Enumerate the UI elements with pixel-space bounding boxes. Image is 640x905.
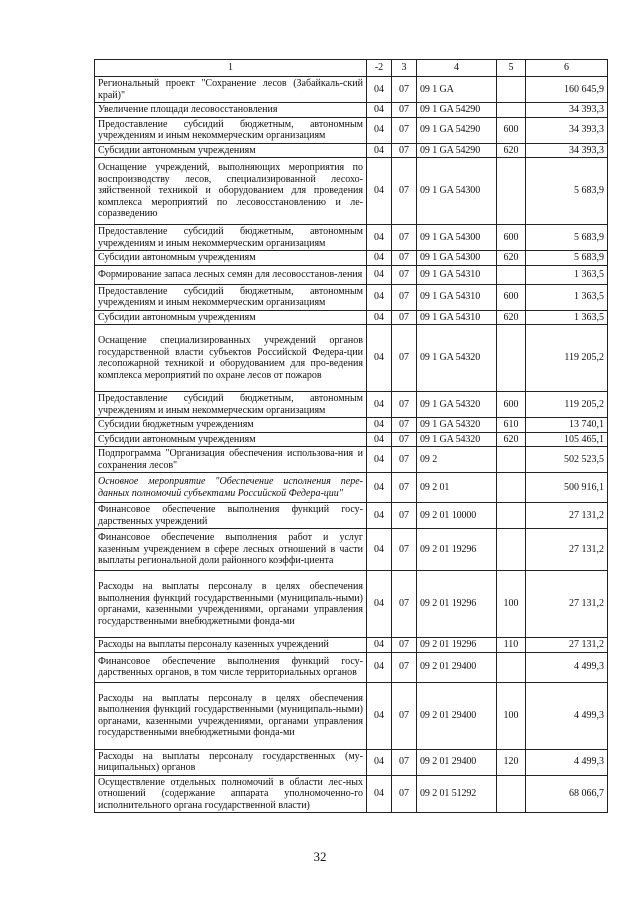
row-amount: 1 363,5: [526, 284, 608, 310]
row-amount: 4 499,3: [526, 749, 608, 775]
row-section: 04: [367, 143, 392, 158]
row-name: Увеличение площади лесовосстановления: [95, 103, 367, 118]
table-row: [95, 143, 608, 158]
page-number: 32: [313, 849, 327, 864]
row-name: Предоставление субсидий бюджетным, автономным учреждениям и иным некоммерческим организациям: [95, 225, 367, 251]
row-expense-type: [497, 325, 526, 392]
table-row: [95, 265, 608, 284]
row-name: Предоставление субсидий бюджетным, автономным учреждениям и иным некоммерческим организациям: [95, 117, 367, 143]
row-amount: 160 645,9: [526, 77, 608, 103]
table-row: [95, 652, 608, 682]
table-row: [95, 418, 608, 433]
row-subsection: 07: [392, 265, 417, 284]
row-subsection: 07: [392, 432, 417, 447]
row-subsection: 07: [392, 325, 417, 392]
row-name: Формирование запаса лесных семян для лесовосстанов-ления: [95, 265, 367, 284]
row-amount: 105 465,1: [526, 432, 608, 447]
row-name: Субсидии автономным учреждениям: [95, 432, 367, 447]
table-row: [95, 775, 608, 813]
row-name: Финансовое обеспечение выполнения работ и услуг казенным учреждением в сфере лесных отношений в части выплаты региональной доли районного коэффи-циента: [95, 529, 367, 571]
row-target-article: 09 2 01 19296: [417, 638, 497, 653]
row-section: 04: [367, 325, 392, 392]
row-expense-type: 600: [497, 284, 526, 310]
row-name: Расходы на выплаты персоналу государственных (му-ниципальных) органов: [95, 749, 367, 775]
row-subsection: 07: [392, 284, 417, 310]
table-row: [95, 325, 608, 392]
row-subsection: 07: [392, 503, 417, 529]
row-subsection: 07: [392, 158, 417, 225]
header-cell-4: 4: [417, 60, 497, 77]
row-subsection: 07: [392, 652, 417, 682]
row-name: Субсидии автономным учреждениям: [95, 251, 367, 266]
row-name: Расходы на выплаты персоналу в целях обеспечения выполнения функций государственными (муниципаль-ными) органами, казенными учреждениями, органами управления государственными внебюджетными фонда-ми: [95, 571, 367, 638]
row-expense-type: [497, 775, 526, 813]
row-section: 04: [367, 158, 392, 225]
row-section: 04: [367, 571, 392, 638]
row-expense-type: 600: [497, 225, 526, 251]
row-amount: 4 499,3: [526, 652, 608, 682]
row-section: 04: [367, 284, 392, 310]
row-name: Расходы на выплаты персоналу в целях обеспечения выполнения функций государственными (муниципаль-ными) органами, казенными учреждениями, органами управления государственными внебюджетными фонда-ми: [95, 682, 367, 749]
row-amount: 27 131,2: [526, 571, 608, 638]
header-cell-2: -2: [367, 60, 392, 77]
table-row: [95, 749, 608, 775]
row-target-article: 09 1 GA 54310: [417, 284, 497, 310]
row-section: 04: [367, 749, 392, 775]
row-expense-type: 620: [497, 143, 526, 158]
row-expense-type: 100: [497, 571, 526, 638]
row-name: Оснащение учреждений, выполняющих мероприятия по воспроизводству лесов, специализированной лесохо-зяйственной техникой и оборудованием для проведения комплекса мероприятий по лесовосстановлению и ле-соразведению: [95, 158, 367, 225]
row-target-article: 09 1 GA 54310: [417, 265, 497, 284]
row-amount: 5 683,9: [526, 251, 608, 266]
row-amount: 500 916,1: [526, 473, 608, 503]
row-target-article: 09 2 01: [417, 473, 497, 503]
row-name: Предоставление субсидий бюджетным, автономным учреждениям и иным некоммерческим организациям: [95, 284, 367, 310]
table-row: [95, 117, 608, 143]
row-name: Предоставление субсидий бюджетным, автономным учреждениям и иным некоммерческим организациям: [95, 392, 367, 418]
row-expense-type: 620: [497, 432, 526, 447]
budget-table: [94, 59, 608, 813]
row-amount: 27 131,2: [526, 529, 608, 571]
row-amount: 34 393,3: [526, 103, 608, 118]
row-subsection: 07: [392, 392, 417, 418]
row-section: 04: [367, 447, 392, 473]
row-section: 04: [367, 392, 392, 418]
table-row: [95, 682, 608, 749]
row-name: Финансовое обеспечение выполнения функций госу-дарственных органов, в том числе территориальных органов: [95, 652, 367, 682]
row-target-article: 09 2 01 29400: [417, 652, 497, 682]
row-name: Субсидии бюджетным учреждениям: [95, 418, 367, 433]
row-expense-type: 600: [497, 117, 526, 143]
header-cell-6: 6: [526, 60, 608, 77]
row-expense-type: [497, 652, 526, 682]
table-row: [95, 103, 608, 118]
row-subsection: 07: [392, 103, 417, 118]
row-target-article: 09 1 GA 54290: [417, 117, 497, 143]
row-expense-type: [497, 447, 526, 473]
row-expense-type: 110: [497, 638, 526, 653]
table-row: [95, 225, 608, 251]
row-subsection: 07: [392, 571, 417, 638]
row-subsection: 07: [392, 117, 417, 143]
row-name: Подпрограмма "Организация обеспечения использова-ния и сохранения лесов": [95, 447, 367, 473]
header-cell-3: 3: [392, 60, 417, 77]
row-target-article: 09 2 01 19296: [417, 571, 497, 638]
table-row: [95, 571, 608, 638]
row-amount: 502 523,5: [526, 447, 608, 473]
row-subsection: 07: [392, 310, 417, 325]
row-subsection: 07: [392, 143, 417, 158]
row-target-article: 09 1 GA 54300: [417, 158, 497, 225]
row-subsection: 07: [392, 638, 417, 653]
row-expense-type: [497, 265, 526, 284]
row-expense-type: 120: [497, 749, 526, 775]
row-target-article: 09 1 GA 54300: [417, 225, 497, 251]
row-name: Субсидии автономным учреждениям: [95, 143, 367, 158]
row-subsection: 07: [392, 418, 417, 433]
row-target-article: 09 2 01 19296: [417, 529, 497, 571]
row-amount: 68 066,7: [526, 775, 608, 813]
row-target-article: 09 1 GA 54320: [417, 432, 497, 447]
row-name: Субсидии автономным учреждениям: [95, 310, 367, 325]
row-target-article: 09 1 GA 54300: [417, 251, 497, 266]
row-subsection: 07: [392, 682, 417, 749]
table-row: [95, 392, 608, 418]
table-row: [95, 251, 608, 266]
table-row: [95, 638, 608, 653]
table-row: [95, 284, 608, 310]
row-section: 04: [367, 652, 392, 682]
row-amount: 27 131,2: [526, 638, 608, 653]
row-subsection: 07: [392, 749, 417, 775]
row-target-article: 09 2 01 10000: [417, 503, 497, 529]
row-subsection: 07: [392, 473, 417, 503]
row-target-article: 09 2 01 51292: [417, 775, 497, 813]
row-amount: 1 363,5: [526, 265, 608, 284]
row-expense-type: [497, 77, 526, 103]
budget-table-body: [95, 60, 608, 813]
row-name: Расходы на выплаты персоналу казенных учреждений: [95, 638, 367, 653]
row-section: 04: [367, 529, 392, 571]
row-subsection: 07: [392, 225, 417, 251]
row-section: 04: [367, 473, 392, 503]
row-expense-type: 610: [497, 418, 526, 433]
table-row: [95, 447, 608, 473]
table-row: [95, 529, 608, 571]
row-amount: 34 393,3: [526, 117, 608, 143]
row-target-article: 09 1 GA 54290: [417, 143, 497, 158]
row-expense-type: [497, 503, 526, 529]
row-expense-type: [497, 103, 526, 118]
row-section: 04: [367, 503, 392, 529]
row-target-article: 09 2: [417, 447, 497, 473]
table-header-row: [95, 60, 608, 77]
row-subsection: 07: [392, 251, 417, 266]
row-section: 04: [367, 418, 392, 433]
table-row: [95, 77, 608, 103]
row-subsection: 07: [392, 529, 417, 571]
row-amount: 27 131,2: [526, 503, 608, 529]
row-name: Оснащение специализированных учреждений органов государственной власти субъектов Российской Федера-ции лесопожарной техникой и оборудованием для про-ведения комплекса мероприятий по охране лесов от пожаров: [95, 325, 367, 392]
row-amount: 119 205,2: [526, 325, 608, 392]
row-target-article: 09 1 GA: [417, 77, 497, 103]
table-row: [95, 473, 608, 503]
row-name: Основное мероприятие "Обеспечение исполнения пере-данных полномочий субъектами Российской Федера-ции": [95, 473, 367, 503]
row-expense-type: [497, 529, 526, 571]
row-section: 04: [367, 251, 392, 266]
row-expense-type: 600: [497, 392, 526, 418]
row-section: 04: [367, 117, 392, 143]
row-target-article: 09 2 01 29400: [417, 682, 497, 749]
row-section: 04: [367, 77, 392, 103]
row-expense-type: [497, 158, 526, 225]
row-section: 04: [367, 432, 392, 447]
row-amount: 34 393,3: [526, 143, 608, 158]
table-row: [95, 158, 608, 225]
row-expense-type: 100: [497, 682, 526, 749]
table-row: [95, 503, 608, 529]
row-name: Региональный проект "Сохранение лесов (Забайкаль-ский край)": [95, 77, 367, 103]
row-target-article: 09 1 GA 54320: [417, 418, 497, 433]
row-expense-type: 620: [497, 251, 526, 266]
row-expense-type: 620: [497, 310, 526, 325]
header-cell-5: 5: [497, 60, 526, 77]
row-section: 04: [367, 103, 392, 118]
row-target-article: 09 1 GA 54320: [417, 392, 497, 418]
row-amount: 13 740,1: [526, 418, 608, 433]
row-name: Финансовое обеспечение выполнения функций госу-дарственных учреждений: [95, 503, 367, 529]
row-amount: 5 683,9: [526, 225, 608, 251]
row-section: 04: [367, 225, 392, 251]
row-target-article: 09 1 GA 54310: [417, 310, 497, 325]
row-name: Осуществление отдельных полномочий в области лес-ных отношений (содержание аппарата уполномоченно-го исполнительного органа государственной власти): [95, 775, 367, 813]
row-section: 04: [367, 638, 392, 653]
row-expense-type: [497, 473, 526, 503]
row-section: 04: [367, 775, 392, 813]
row-section: 04: [367, 682, 392, 749]
row-subsection: 07: [392, 775, 417, 813]
row-target-article: 09 1 GA 54320: [417, 325, 497, 392]
row-amount: 119 205,2: [526, 392, 608, 418]
row-amount: 4 499,3: [526, 682, 608, 749]
row-subsection: 07: [392, 77, 417, 103]
row-target-article: 09 2 01 29400: [417, 749, 497, 775]
table-row: [95, 432, 608, 447]
row-section: 04: [367, 310, 392, 325]
header-cell-1: 1: [95, 60, 367, 77]
row-amount: 5 683,9: [526, 158, 608, 225]
row-amount: 1 363,5: [526, 310, 608, 325]
row-section: 04: [367, 265, 392, 284]
row-target-article: 09 1 GA 54290: [417, 103, 497, 118]
row-subsection: 07: [392, 447, 417, 473]
table-row: [95, 310, 608, 325]
